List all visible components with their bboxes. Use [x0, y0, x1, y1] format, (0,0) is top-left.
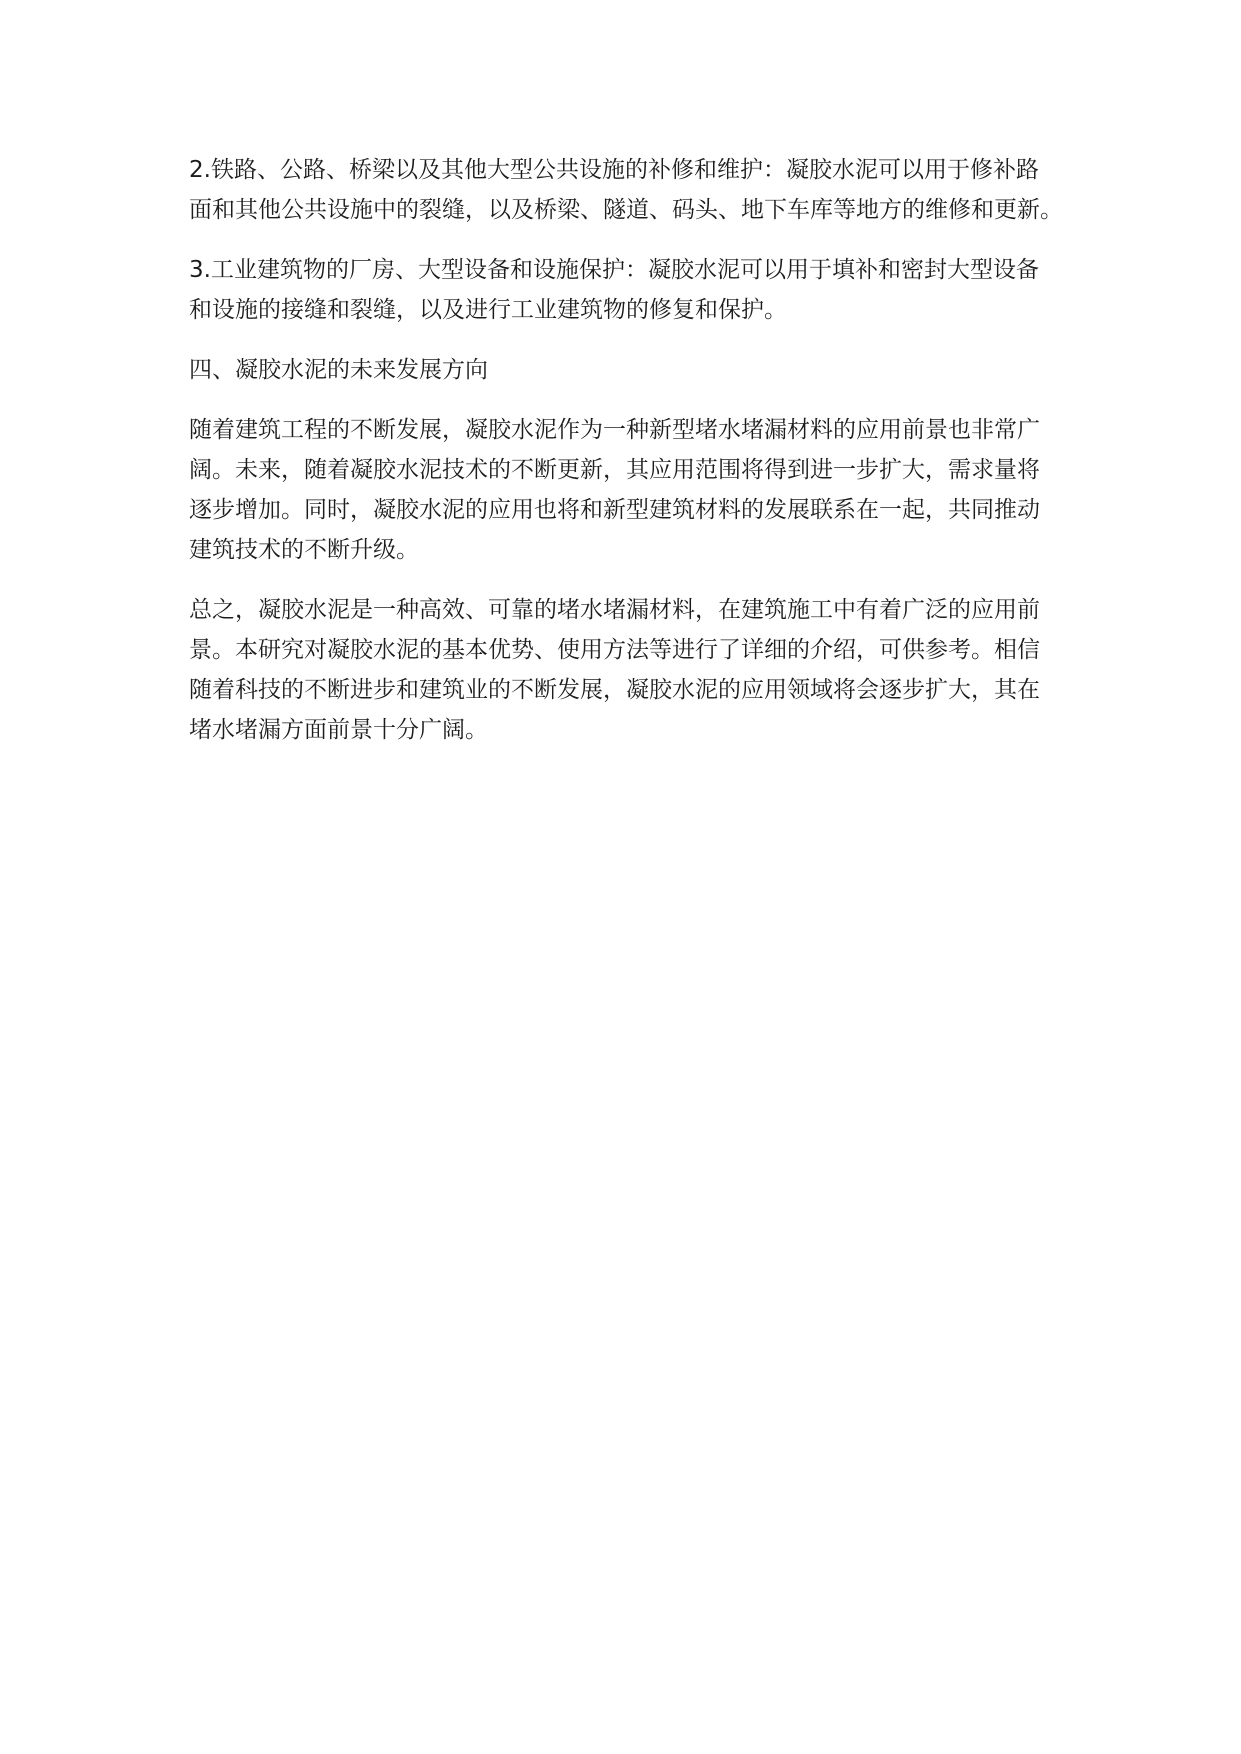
text-line: 随着建筑工程的不断发展，凝胶水泥作为一种新型堵水堵漏材料的应用前景也非常广: [189, 417, 1040, 443]
paragraph-item-3: [189, 250, 1089, 330]
section-heading: [189, 350, 1089, 390]
paragraph-item-2: [189, 150, 1089, 230]
text-line: 面和其他公共设施中的裂缝，以及桥梁、隧道、码头、地下车库等地方的维修和更新。: [189, 197, 1063, 223]
paragraph-conclusion: [189, 590, 1089, 750]
text-line: 逐步增加。同时，凝胶水泥的应用也将和新型建筑材料的发展联系在一起，共同推动: [189, 497, 1040, 523]
text-line: 堵水堵漏方面前景十分广阔。: [189, 717, 488, 743]
paragraph-future-development: [189, 410, 1089, 570]
text-line: 总之，凝胶水泥是一种高效、可靠的堵水堵漏材料，在建筑施工中有着广泛的应用前: [189, 597, 1040, 623]
text-line: 建筑技术的不断升级。: [189, 537, 419, 563]
text-line: 和设施的接缝和裂缝，以及进行工业建筑物的修复和保护。: [189, 297, 787, 323]
document-body: [189, 150, 1089, 770]
text-line: 3.工业建筑物的厂房、大型设备和设施保护：凝胶水泥可以用于填补和密封大型设备: [189, 257, 1039, 283]
text-line: 阔。未来，随着凝胶水泥技术的不断更新，其应用范围将得到进一步扩大，需求量将: [189, 457, 1040, 483]
heading-text: 四、凝胶水泥的未来发展方向: [189, 357, 488, 383]
text-line: 景。本研究对凝胶水泥的基本优势、使用方法等进行了详细的介绍，可供参考。相信: [189, 637, 1040, 663]
text-line: 随着科技的不断进步和建筑业的不断发展，凝胶水泥的应用领域将会逐步扩大，其在: [189, 677, 1040, 703]
text-line: 2.铁路、公路、桥梁以及其他大型公共设施的补修和维护：凝胶水泥可以用于修补路: [189, 157, 1039, 183]
